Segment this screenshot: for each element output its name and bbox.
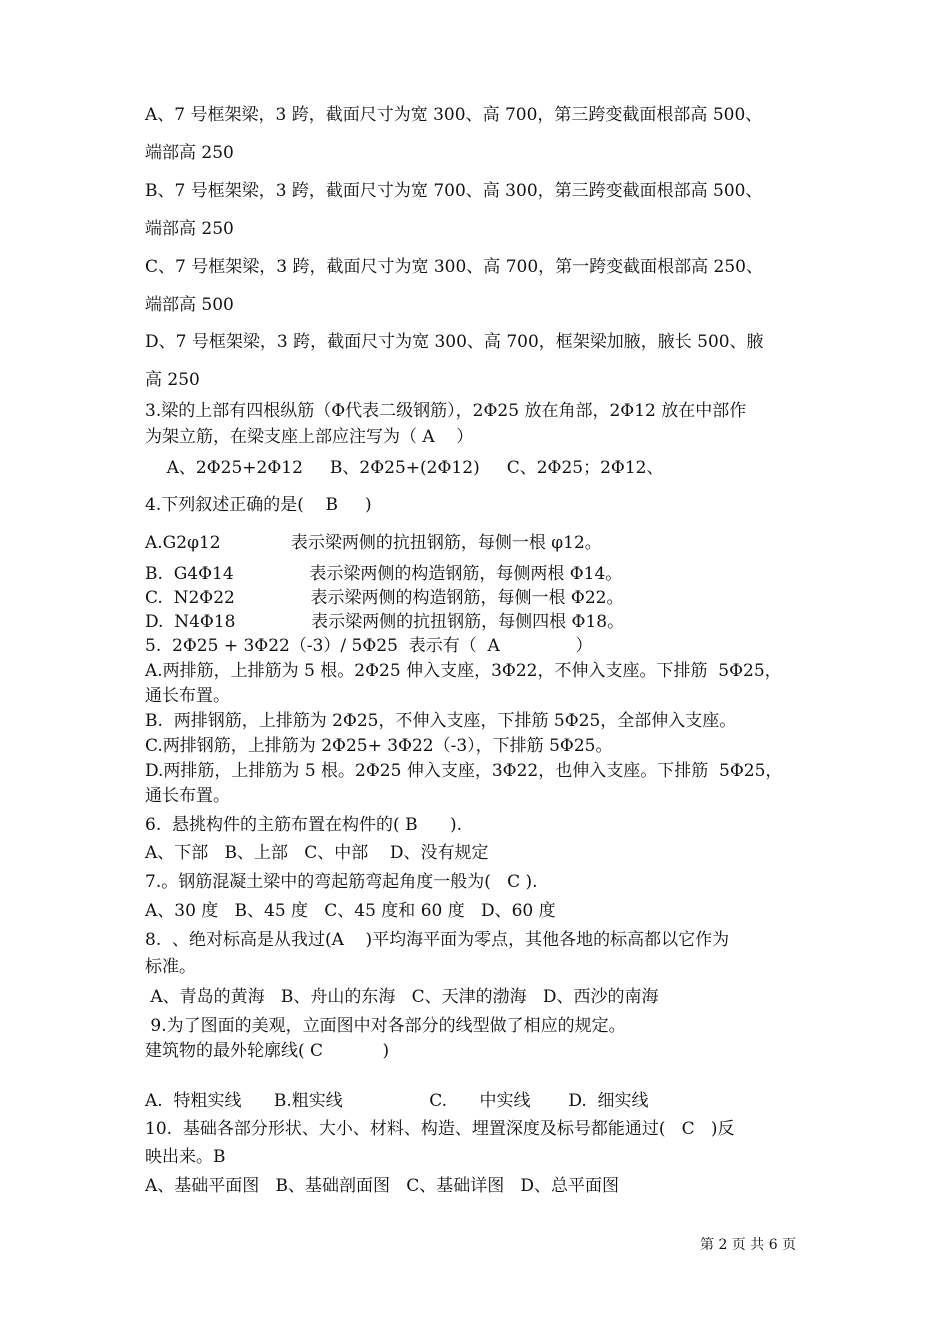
question-9-line-2: 建筑物的最外轮廓线( C ) (145, 1041, 390, 1061)
option-c-line-2: 端部高 500 (145, 295, 234, 315)
option-a-line-2: 端部高 250 (145, 143, 234, 163)
option-b-line-2: 端部高 250 (145, 219, 234, 239)
question-5-option-a-line-1: A.两排筋，上排筋为 5 根。2Φ25 伸入支座，3Φ22，不伸入支座。下排筋 5Φ25， (145, 661, 782, 681)
option-b-line-1: B、7 号框架梁，3 跨，截面尺寸为宽 700、高 300，第三跨变截面根部高 500、 (145, 181, 763, 201)
question-5: 5. 2Φ25 + 3Φ22（-3）/ 5Φ25 表示有（ A ） (145, 636, 593, 656)
option-d-line-1: D、7 号框架梁，3 跨，截面尺寸为宽 300、高 700，框架梁加腋，腋长 500、腋 (145, 332, 764, 352)
question-3-line-1: 3.梁的上部有四根纵筋（Φ代表二级钢筋），2Φ25 放在角部，2Φ12 放在中部作 (145, 401, 747, 421)
question-4-option-c: C. N2Φ22 表示梁两侧的构造钢筋，每侧一根 Φ22。 (145, 588, 624, 608)
question-8-line-1: 8. 、绝对标高是从我过(A )平均海平面为零点，其他各地的标高都以它作为 (145, 930, 730, 950)
question-3-line-2: 为架立筋，在梁支座上部应注写为（ A ） (145, 427, 474, 447)
question-8-line-2: 标准。 (145, 957, 196, 977)
question-8-options: A、青岛的黄海 B、舟山的东海 C、天津的渤海 D、西沙的南海 (145, 987, 659, 1007)
question-5-option-a-line-2: 通长布置。 (145, 686, 230, 706)
question-7-options: A、30 度 B、45 度 C、45 度和 60 度 D、60 度 (145, 901, 556, 921)
question-3-options: A、2Φ25+2Φ12 B、2Φ25+(2Φ12) C、2Φ25；2Φ12、 (145, 458, 664, 478)
question-7: 7.。钢筋混凝土梁中的弯起筋弯起角度一般为( C ). (145, 872, 538, 892)
question-6: 6. 悬挑构件的主筋布置在构件的( B ). (145, 815, 463, 835)
question-9-options: A. 特粗实线 B.粗实线 C. 中实线 D. 细实线 (145, 1091, 649, 1111)
option-d-line-2: 高 250 (145, 370, 200, 390)
question-4-option-d: D. N4Φ18 表示梁两侧的抗扭钢筋，每侧四根 Φ18。 (145, 612, 625, 632)
question-10-options: A、基础平面图 B、基础剖面图 C、基础详图 D、总平面图 (145, 1176, 620, 1196)
question-9-line-1: 9.为了图面的美观，立面图中对各部分的线型做了相应的规定。 (145, 1016, 626, 1036)
option-c-line-1: C、7 号框架梁，3 跨，截面尺寸为宽 300、高 700，第一跨变截面根部高 250、 (145, 257, 764, 277)
page-number-footer: 第 2 页 共 6 页 (700, 1237, 797, 1253)
question-10-line-1: 10. 基础各部分形状、大小、材料、构造、埋置深度及标号都能通过( C )反 (145, 1119, 735, 1139)
question-5-option-c: C.两排钢筋，上排筋为 2Φ25+ 3Φ22（-3），下排筋 5Φ25。 (145, 736, 613, 756)
option-a-line-1: A、7 号框架梁，3 跨，截面尺寸为宽 300、高 700，第三跨变截面根部高 500、 (145, 105, 763, 125)
question-4-option-a: A.G2φ12 表示梁两侧的抗扭钢筋，每侧一根 φ12。 (145, 533, 602, 553)
question-5-option-d-line-2: 通长布置。 (145, 786, 230, 806)
question-4: 4.下列叙述正确的是( B ) (145, 495, 372, 515)
question-10-line-2: 映出来。B (145, 1147, 226, 1167)
question-4-option-b: B. G4Φ14 表示梁两侧的构造钢筋，每侧两根 Φ14。 (145, 564, 623, 584)
question-5-option-b: B. 两排钢筋，上排筋为 2Φ25，不伸入支座，下排筋 5Φ25，全部伸入支座。 (145, 711, 737, 731)
question-5-option-d-line-1: D.两排筋，上排筋为 5 根。2Φ25 伸入支座，3Φ22，也伸入支座。下排筋 5Φ25， (145, 761, 783, 781)
question-6-options: A、下部 B、上部 C、中部 D、没有规定 (145, 843, 489, 863)
